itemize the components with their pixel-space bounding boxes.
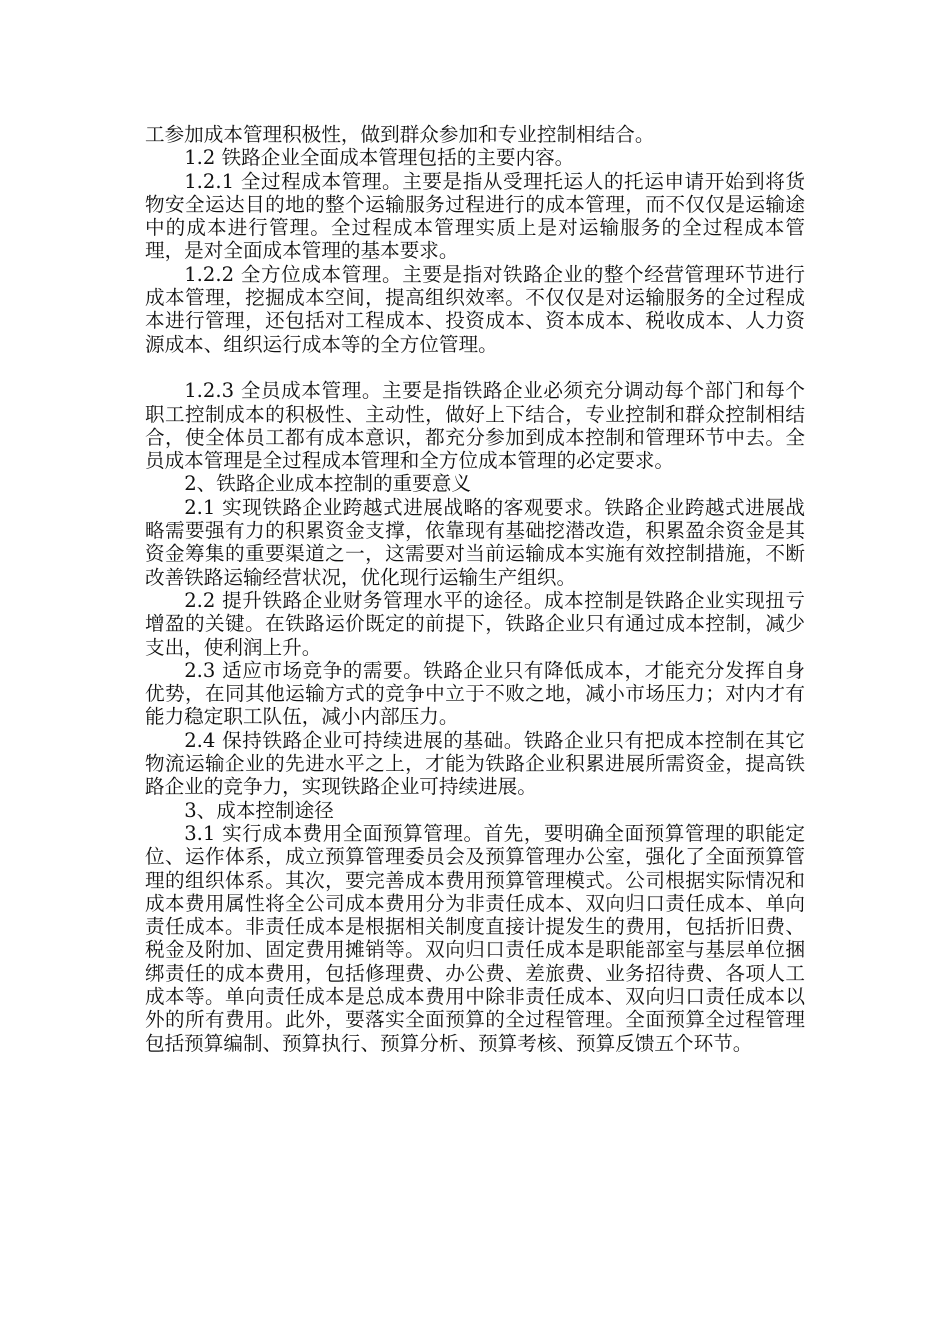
paragraph-continuation: 工参加成本管理积极性，做到群众参加和专业控制相结合。 (145, 123, 655, 146)
paragraph-3-1: 3.1 实行成本费用全面预算管理。首先，要明确全面预算管理的职能定位、运作体系，成立预算管理委员会及预算管理办公室，强化了全面预算管理的组织体系。其次，要完善成本费用预算管理模式。公司根据实际情况和成本费用属性将全公司成本费用分为非责任成本、双向归口责任成本、单向责任成本。非责任成本是根据相关制度直接计提发生的费用，包括折旧费、税金及附加、固定费用摊销等。双向归口责任成本是职能部室与基层单位捆绑责任的成本费用，包括修理费、办公费、差旅费、业务招待费、各项人工成本等。单向责任成本是总成本费用中除非责任成本、双向归口责任成本以外的所有费用。此外，要落实全面预算的全过程管理。全面预算全过程管理包括预算编制、预算执行、预算分析、预算考核、预算反馈五个环节。 (145, 821, 805, 1055)
section-heading-3: 3、成本控制途径 (184, 798, 334, 822)
paragraph-2-2: 2.2 提升铁路企业财务管理水平的途径。成本控制是铁路企业实现扭亏增盈的关键。在铁路运价既定的前提下，铁路企业只有通过成本控制，减少支出，使利润上升。 (145, 588, 805, 659)
paragraph-2-3: 2.3 适应市场竞争的需要。铁路企业只有降低成本，才能充分发挥自身优势，在同其他运输方式的竞争中立于不败之地，减小市场压力；对内才有能力稳定职工队伍，减小内部压力。 (145, 658, 805, 729)
paragraph-1-2-2: 1.2.2 全方位成本管理。主要是指对铁路企业的整个经营管理环节进行成本管理，挖掘成本空间，提高组织效率。不仅仅是对运输服务的全过程成本进行管理，还包括对工程成本、投资成本、资本成本、税收成本、人力资源成本、组织运行成本等的全方位管理。 (145, 262, 805, 356)
paragraph-2-4: 2.4 保持铁路企业可持续进展的基础。铁路企业只有把成本控制在其它物流运输企业的先进水平之上，才能为铁路企业积累进展所需资金，提高铁路企业的竞争力，实现铁路企业可持续进展。 (145, 728, 805, 799)
paragraph-2-1: 2.1 实现铁路企业跨越式进展战略的客观要求。铁路企业跨越式进展战略需要强有力的积累资金支撑，依靠现有基础挖潜改造，积累盈余资金是其资金筹集的重要渠道之一，这需要对当前运输成本实施有效控制措施，不断改善铁路运输经营状况，优化现行运输生产组织。 (145, 495, 805, 589)
section-heading-1-2: 1.2 铁路企业全面成本管理包括的主要内容。 (184, 146, 575, 170)
paragraph-1-2-1: 1.2.1 全过程成本管理。主要是指从受理托运人的托运申请开始到将货物安全运达目的地的整个运输服务过程进行的成本管理，而不仅仅是运输途中的成本进行管理。全过程成本管理实质上是对运输服务的全过程成本管理，是对全面成本管理的基本要求。 (145, 169, 805, 263)
document-body (145, 123, 805, 1055)
blank-line (145, 356, 805, 379)
section-heading-2: 2、铁路企业成本控制的重要意义 (184, 472, 471, 496)
paragraph-1-2-3: 1.2.3 全员成本管理。主要是指铁路企业必须充分调动每个部门和每个职工控制成本的积极性、主动性，做好上下结合，专业控制和群众控制相结合，使全体员工都有成本意识，都充分参加到成本控制和管理环节中去。全员成本管理是全过程成本管理和全方位成本管理的必定要求。 (145, 379, 805, 473)
